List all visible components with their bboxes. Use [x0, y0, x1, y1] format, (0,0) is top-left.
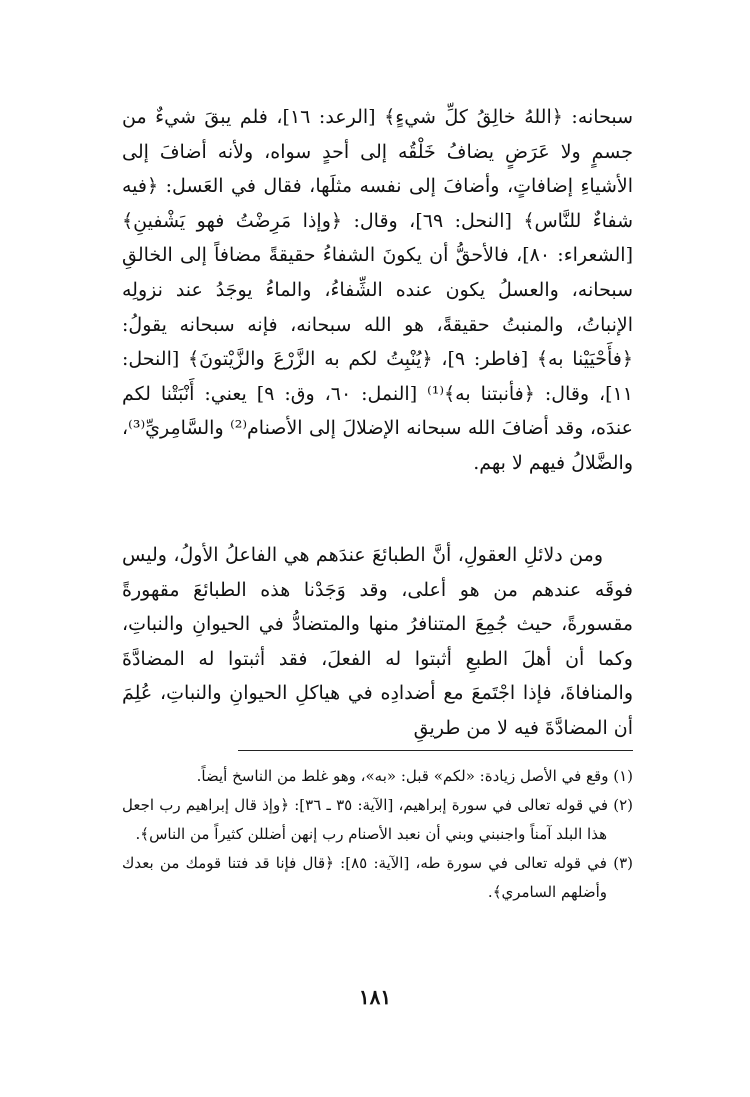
footnote-3: (٣) في قوله تعالى في سورة طه، [الآية: ٨٥]: ﴿قال فإنا قد فتنا قومك من بعدك وأضلهم السامري﴾. [122, 854, 633, 901]
main-paragraph-1: سبحانه: ﴿اللهُ خالِقُ كلِّ شيءٍ﴾ [الرعد: ١٦]، فلم يبقَ شيءٌ من جسمٍ ولا عَرَضٍ يضافُ خَلْقُه إلى أحدٍ سواه، ولأنه أضافَ إلى الأشياءِ إضافاتٍ، وأضافَ إلى نفسه مثلَها، فقال في العَسل: ﴿فيه شفاءٌ للنَّاس﴾ [النحل: ٦٩]، وقال: ﴿وإذا مَرِضْتُ فهو يَشْفينِ﴾ [الشعراء: ٨٠]، فالأحقُّ أن يكونَ الشفاءُ حقيقةً مضافاً إلى الخالقِ سبحانه، والعسلُ يكون عنده الشِّفاءُ، والماءُ يوجَدُ عند نزولِه الإنباتُ، والمنبتُ حقيقةً، هو الله سبحانه، فإنه سبحانه يقولُ: ﴿فأَحْيَيْنا به﴾ [فاطر: ٩]، ﴿يُنْبِتُ لكم به الزَّرْعَ والزَّيْتونَ﴾ [النحل: ١١]، وقال: ﴿فأنبتنا به﴾⁽¹⁾ [النمل: ٦٠، وق: ٩] يعني: أَنْبَتْنا لكم عندَه، وقد أضافَ الله سبحانه الإضلالَ إلى الأصنام⁽²⁾ والسَّامِريِّ⁽³⁾، والضَّلالُ فيهم لا بهم. [122, 106, 634, 474]
footnote-separator [238, 750, 633, 751]
main-paragraph-2: ومن دلائلِ العقولِ، أنَّ الطبائعَ عندَهم هي الفاعلُ الأولُ، وليس فوقَه عندهم من هو أعلى، وقد وَجَدْنا هذه الطبائعَ مقهورةً مقسورةً، حيث جُمِعَ المتنافرُ منها والمتضادُّ في الحيوانِ والنباتِ، وكما أن أهلَ الطبعِ أثبتوا له الفعلَ، فقد أثبتوا له المضادَّةَ والمنافاةَ، فإذا اجْتَمعَ مع أضدادِه في هياكلِ الحيوانِ والنباتِ، عُلِمَ أن المضادَّةَ فيه لا من طريقِ [122, 544, 633, 739]
footnote-2: (٢) في قوله تعالى في سورة إبراهيم، [الآية: ٣٥ ـ ٣٦]: ﴿وإذ قال إبراهيم رب اجعل هذا البلد آمناً واجنبني وبني أن نعبد الأصنام رب إنهن أضللن كثيراً من الناس﴾. [122, 796, 634, 843]
footnote-1: (١) وقع في الأصل زيادة: «لكم» قبل: «به»، وهو غلط من الناسخ أيضاً. [196, 767, 633, 785]
footnotes [122, 762, 633, 907]
page-number: ١٨١ [358, 985, 392, 1009]
